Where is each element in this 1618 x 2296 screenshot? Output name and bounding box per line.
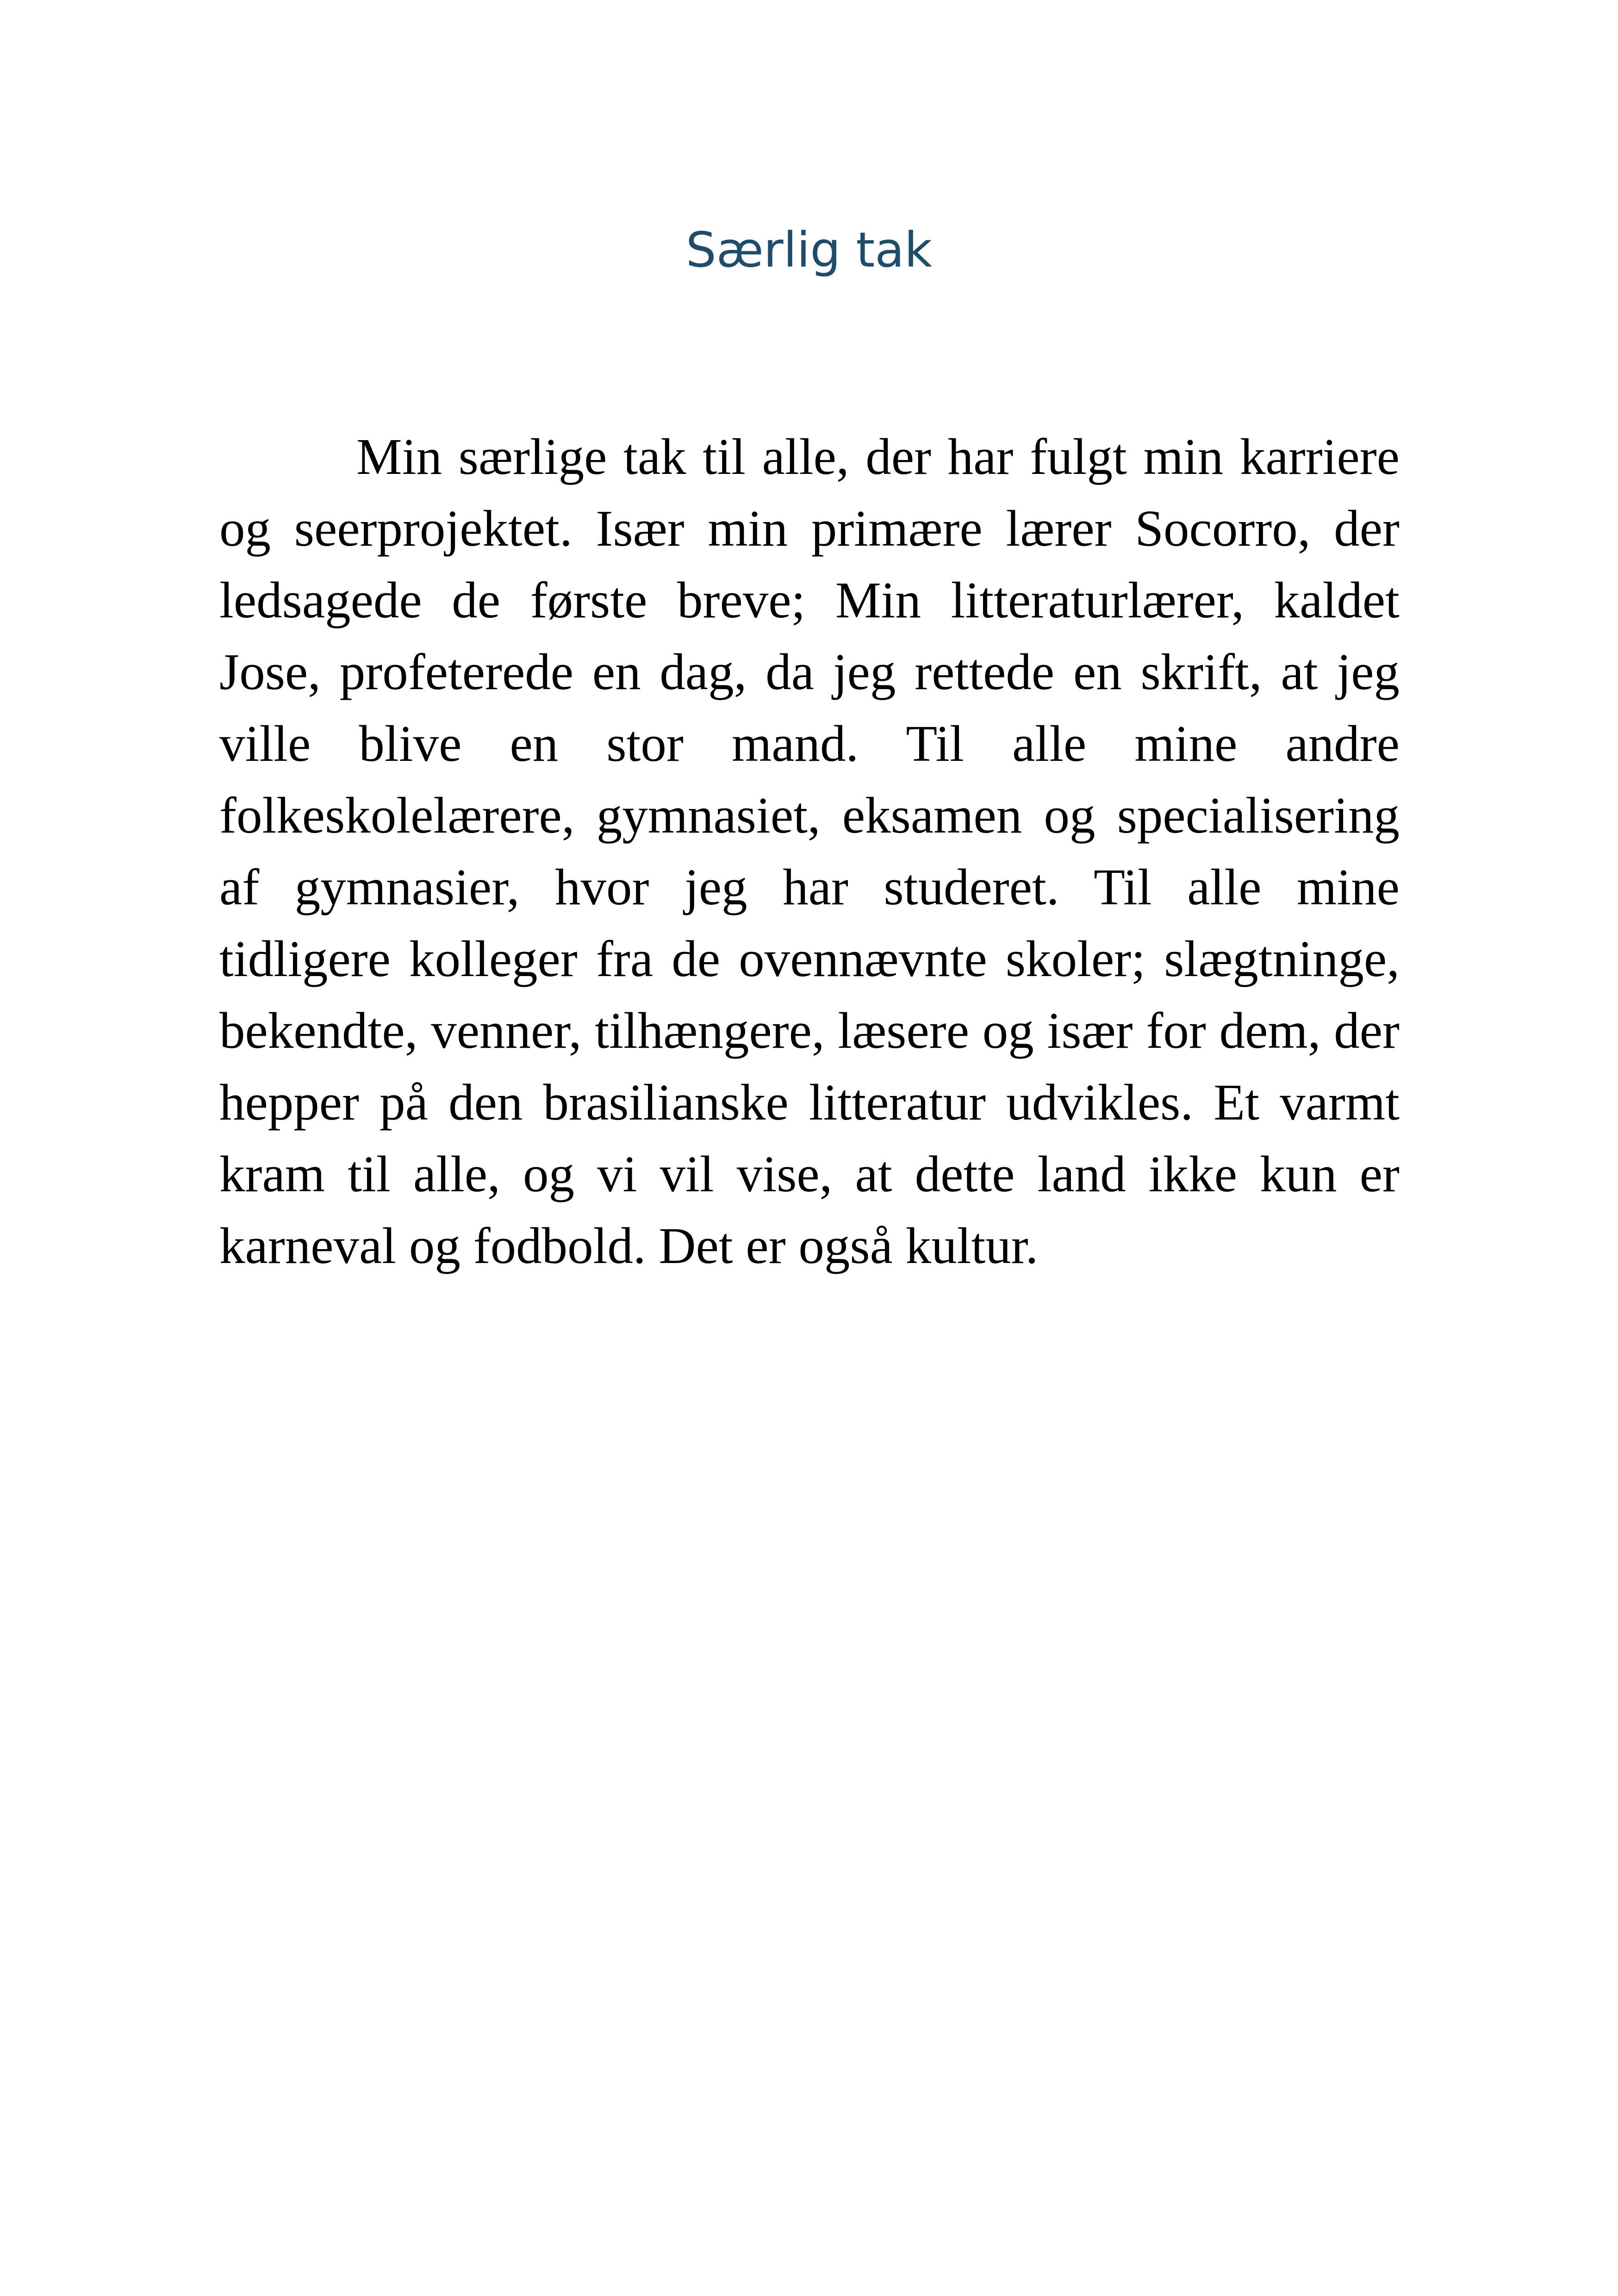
acknowledgement-paragraph: Min særlige tak til alle, der har fulgt min karriere og seerprojektet. Især min primære lærer Socorro, der ledsagede de første breve; Min litteraturlærer, kaldet Jose, profeterede en dag, da jeg rettede en skrift, at jeg ville blive en stor mand. Til alle mine andre folkeskolelærere, gymnasiet, eksamen og specialisering af gymnasier, hvor jeg har studeret. Til alle mine tidligere kolleger fra de ovennævnte skoler; slægtninge, bekendte, venner, tilhængere, læsere og især for dem, der hepper på den brasilianske litteratur udvikles. Et varmt kram til alle, og vi vil vise, at dette land ikke kun er karneval og fodbold. Det er også kultur. bbox=[219, 429, 1400, 1275]
page-title: Særlig tak bbox=[685, 222, 933, 278]
